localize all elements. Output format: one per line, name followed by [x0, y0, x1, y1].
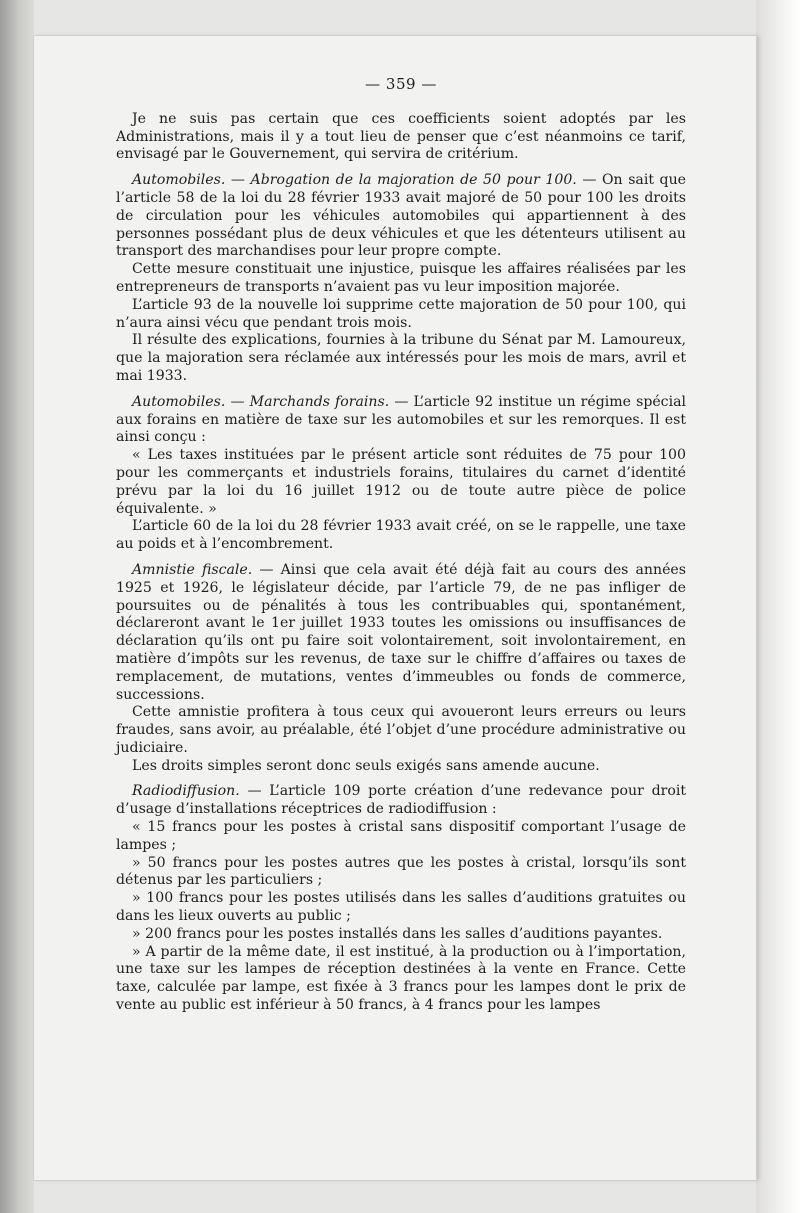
section-radiodiffusion — [116, 783, 686, 819]
page-text — [116, 76, 686, 1015]
section-amnistie-fiscale — [116, 562, 686, 704]
paragraph: Cette mesure constituait une injustice, puisque les affaires réalisées par les entrepreneurs de transports n’avaient pas vu leur imposition majorée. — [116, 261, 686, 295]
section-heading: Automobiles. — Marchands forains. — [132, 393, 390, 410]
page-number: — 359 — — [365, 75, 437, 93]
scan-left-edge — [0, 0, 34, 1213]
quote-paragraph: » 50 francs pour les postes autres que les postes à cristal, lorsqu’ils sont détenus par les particuliers ; — [116, 854, 686, 889]
section-automobiles-abrogation — [116, 172, 686, 261]
section-heading: Radiodiffusion. — [132, 783, 240, 800]
quote-paragraph: » 100 francs pour les postes utilisés dans les salles d’auditions gratuites ou dans les lieux ouverts au public ; — [116, 890, 686, 925]
quote-paragraph: » A partir de la même date, il est institué, à la production ou à l’importation, une taxe sur les lampes de réception destinées à la vente en France. Cette taxe, calculée par lampe, est fixée à 3 francs pour les lampes dont le prix de vente au public est inférieur à 50 francs, à 4 francs pour les lampes — [116, 943, 686, 1014]
section-heading: Automobiles. — Abrogation de la majoration de 50 pour 100. — [132, 172, 577, 189]
section-body: — On sait que l’article 58 de la loi du 28 février 1933 avait majoré de 50 pour 100 les droits de circulation pour les véhicules automobiles qui appartiennent à des personnes possédant plus de deux véhicules et que les détenteurs utilisent au transport des marchandises pour leur propre compte. — [116, 172, 686, 260]
section-body: — L’article 109 porte création d’une redevance pour droit d’usage d’installations réceptrices de radiodiffusion : — [116, 783, 686, 818]
section-heading: Amnistie fiscale. — [132, 561, 253, 578]
paragraph-intro: Je ne suis pas certain que ces coefficients soient adoptés par les Administrations, mais il y a tout lieu de penser que c’est néanmoins ce tarif, envisagé par le Gouvernement, qui servira de critérium. — [116, 110, 686, 163]
section-body: — L’article 92 institue un régime spécial aux forains en matière de taxe sur les automobiles et sur les remorques. Il est ainsi conçu : — [116, 393, 686, 446]
quote-paragraph: « 15 francs pour les postes à cristal sans dispositif comportant l’usage de lampes ; — [116, 819, 686, 853]
paragraph: Il résulte des explications, fournies à la tribune du Sénat par M. Lamoureux, que la majoration sera réclamée aux intéressés pour les mois de mars, avril et mai 1933. — [116, 332, 686, 384]
paragraph: L’article 93 de la nouvelle loi supprime cette majoration de 50 pour 100, qui n’aura ainsi vécu que pendant trois mois. — [116, 296, 686, 331]
quote-paragraph: » 200 francs pour les postes installés dans les salles d’auditions payantes. — [132, 925, 663, 942]
paragraph: L’article 60 de la loi du 28 février 1933 avait créé, on se le rappelle, une taxe au poids et à l’encombrement. — [116, 518, 686, 553]
quote-paragraph: « Les taxes instituées par le présent article sont réduites de 75 pour 100 pour les commerçants et industriels forains, titulaires du carnet d’identité prévu par la loi du 16 juillet 1912 ou de toute autre pièce de police équivalente. » — [116, 447, 686, 517]
scan-right-edge — [756, 0, 800, 1213]
section-marchands-forains — [116, 394, 686, 447]
paragraph: Les droits simples seront donc seuls exigés sans amende aucune. — [132, 757, 600, 774]
section-body: — Ainsi que cela avait été déjà fait au cours des années 1925 et 1926, le législateur décide, par l’article 79, de ne pas infliger de poursuites ou de pénalités à tous les contribuables qui, spontanément, déclareront avant le 1er juillet 1933 toutes les omissions ou insuffisances de déclaration qu’ils ont pu faire soit volontairement, soit involontairement, en matière d’impôts sur les revenus, de taxe sur le chiffre d’affaires ou taxes de remplacement, de mutations, ventes d’immeubles ou fonds de commerce, successions. — [116, 561, 686, 703]
document-page — [34, 36, 756, 1180]
paragraph: Cette amnistie profitera à tous ceux qui avoueront leurs erreurs ou leurs fraudes, sans avoir, au préalable, été l’objet d’une procédure administrative ou judiciaire. — [116, 704, 686, 756]
